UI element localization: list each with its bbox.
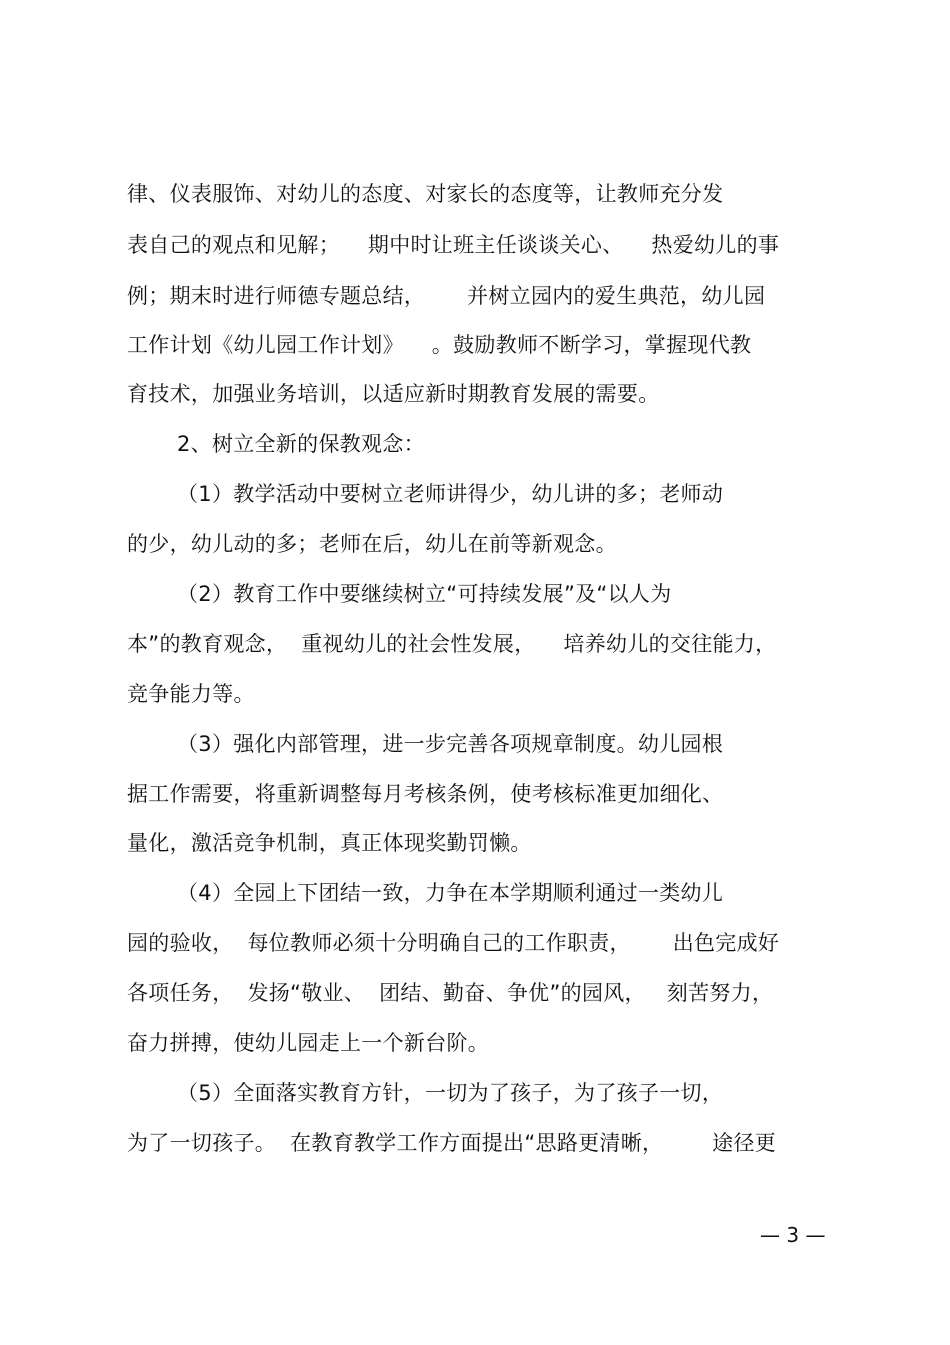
section-heading: 2、树立全新的保教观念： <box>177 432 425 456</box>
text-line: 各项任务， 发扬“敬业、 团结、勤奋、争优”的园风， 刻苦努力， <box>127 981 774 1005</box>
text-line: 园的验收， 每位教师必须十分明确自己的工作职责， 出色完成好 <box>127 931 780 955</box>
text-line: 例；期末时进行师德专题总结， 并树立园内的爱生典范，幼儿园 <box>127 284 766 308</box>
page-number: — 3 — <box>760 1223 826 1247</box>
text-line: 为了一切孩子。 在教育教学工作方面提出“思路更清晰， 途径更 <box>127 1131 777 1155</box>
text-line: 据工作需要，将重新调整每月考核条例，使考核标准更加细化、 <box>127 782 724 806</box>
text-line: 量化，激活竞争机制，真正体现奖勤罚懒。 <box>127 831 532 855</box>
text-line: 本”的教育观念， 重视幼儿的社会性发展， 培养幼儿的交往能力， <box>127 632 777 656</box>
text-line: 的少，幼儿动的多；老师在后，幼儿在前等新观念。 <box>127 532 617 556</box>
text-line: （3）强化内部管理，进一步完善各项规章制度。幼儿园根 <box>177 732 724 756</box>
text-line: （5）全面落实教育方针，一切为了孩子，为了孩子一切， <box>177 1081 724 1105</box>
text-line: 律、仪表服饰、对幼儿的态度、对家长的态度等，让教师充分发 <box>127 182 724 206</box>
text-line: 工作计划《幼儿园工作计划》 。鼓励教师不断学习，掌握现代教 <box>127 333 752 357</box>
text-line: （2）教育工作中要继续树立“可持续发展”及“以人为 <box>177 582 672 606</box>
text-line: 竞争能力等。 <box>127 682 255 706</box>
text-line: （4）全园上下团结一致，力争在本学期顺利通过一类幼儿 <box>177 881 724 905</box>
text-line: （1）教学活动中要树立老师讲得少，幼儿讲的多；老师动 <box>177 482 724 506</box>
text-line: 育技术，加强业务培训，以适应新时期教育发展的需要。 <box>127 382 660 406</box>
text-line: 表自己的观点和见解； 期中时让班主任谈谈关心、 热爱幼儿的事 <box>127 233 780 257</box>
text-line: 奋力拼搏，使幼儿园走上一个新台阶。 <box>127 1031 490 1055</box>
